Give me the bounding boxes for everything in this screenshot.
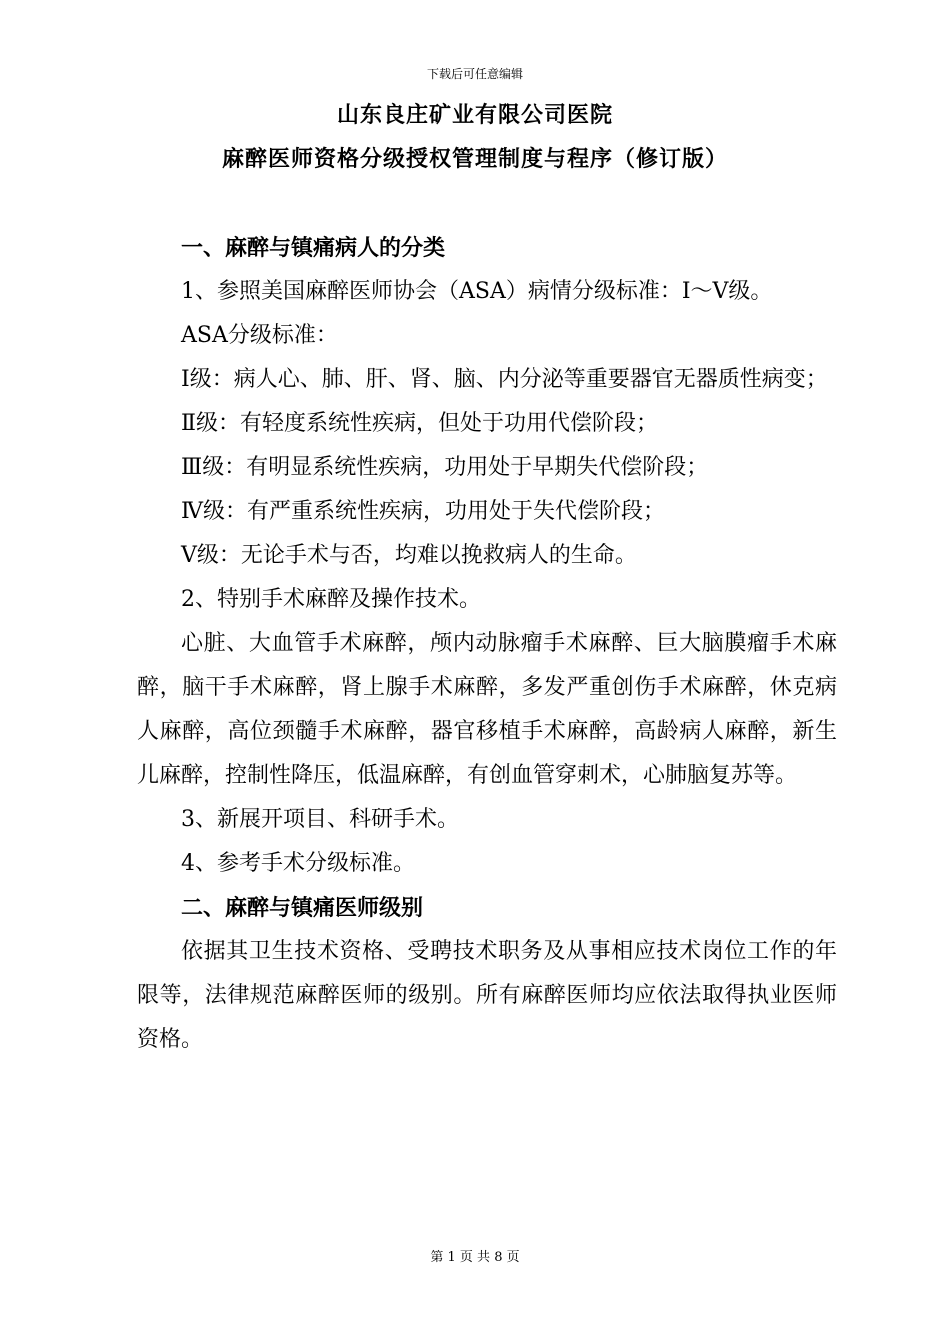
document-title-hospital: 山东良庄矿业有限公司医院 bbox=[336, 102, 613, 128]
paragraph-asa-level-3: Ⅲ级：有明显系统性疾病，功用处于早期失代偿阶段； bbox=[181, 455, 709, 480]
section-heading-1: 一、麻醉与镇痛病人的分类 bbox=[181, 235, 446, 261]
paragraph-special-surgery-list: 心脏、大血管手术麻醉，颅内动脉瘤手术麻醉、巨大脑膜瘤手术麻醉，脑干手术麻醉，肾上腺手术麻醉，多发严重创伤手术麻醉，休克病人麻醉，高位颈髓手术麻醉，器官移植手术麻醉，高龄病人麻醉，新生儿麻醉，控制性降压，低温麻醉，有创血管穿刺术，心肺脑复苏等。 bbox=[137, 631, 837, 788]
paragraph-physician-level: 依据其卫生技术资格、受聘技术职务及从事相应技术岗位工作的年限等，法律规范麻醉医师的级别。所有麻醉医师均应依法取得执业医师资格。 bbox=[137, 939, 837, 1052]
document-title-policy: 麻醉医师资格分级授权管理制度与程序（修订版） bbox=[221, 146, 728, 172]
paragraph-asa-standard-label: ASA分级标准： bbox=[181, 323, 338, 348]
paragraph-asa-reference: 1、参照美国麻醉医师协会（ASA）病情分级标准：Ⅰ～Ⅴ级。 bbox=[181, 279, 773, 304]
paragraph-asa-level-1: Ⅰ级：病人心、肺、肝、肾、脑、内分泌等重要器官无器质性病变； bbox=[181, 367, 828, 392]
paragraph-asa-level-5: Ⅴ级：无论手术与否，均难以挽救病人的生命。 bbox=[181, 543, 637, 568]
document-body bbox=[137, 226, 837, 1062]
paragraph-surgery-grading: 4、参考手术分级标准。 bbox=[181, 851, 415, 876]
paragraph-asa-level-4: Ⅳ级：有严重系统性疾病，功用处于失代偿阶段； bbox=[181, 499, 665, 524]
page-number: 第 1 页 共 8 页 bbox=[430, 1250, 520, 1265]
paragraph-asa-level-2: Ⅱ级：有轻度系统性疾病，但处于功用代偿阶段； bbox=[181, 411, 658, 436]
paragraph-special-surgery: 2、特别手术麻醉及操作技术。 bbox=[181, 587, 481, 612]
section-heading-2: 二、麻醉与镇痛医师级别 bbox=[181, 895, 424, 921]
download-note: 下载后可任意编辑 bbox=[426, 67, 523, 81]
paragraph-new-projects: 3、新展开项目、科研手术。 bbox=[181, 807, 459, 832]
